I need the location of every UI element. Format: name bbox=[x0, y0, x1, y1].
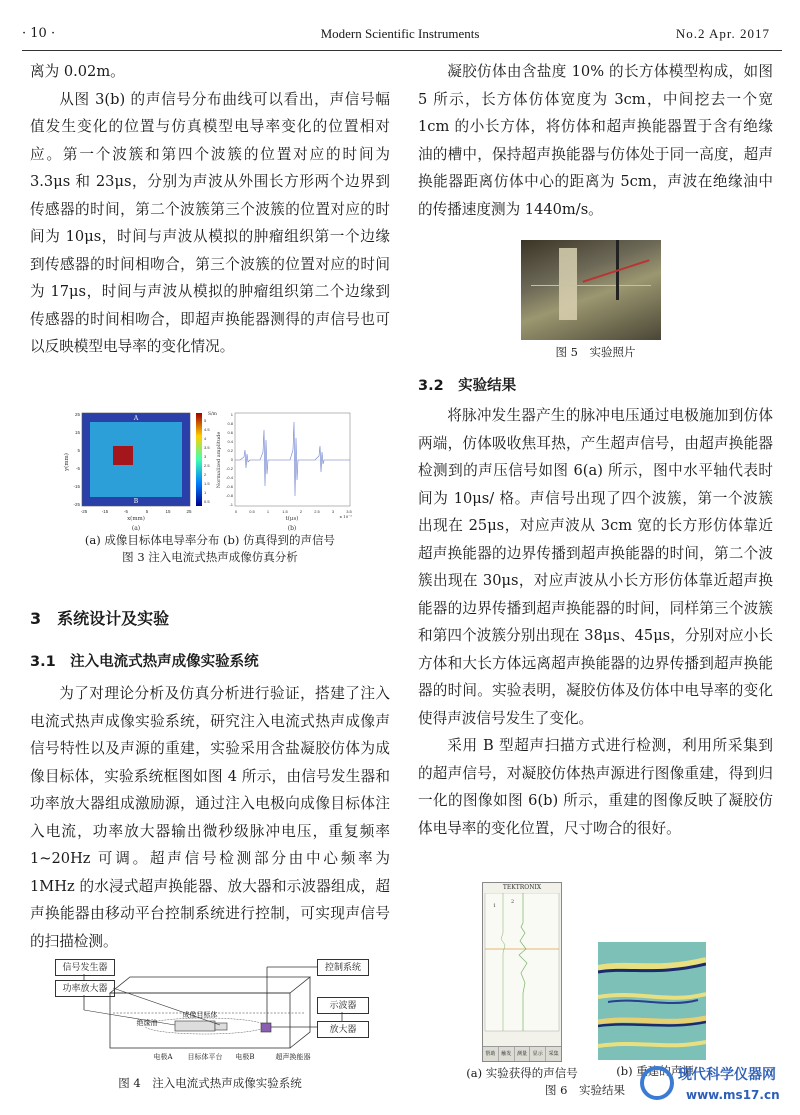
b-ytick: -0.8 bbox=[226, 493, 233, 498]
running-header bbox=[0, 26, 800, 48]
oil-label: 绝缘油 bbox=[136, 1019, 158, 1027]
b-ylabel: Normalized amplitude bbox=[216, 431, 222, 489]
a-sublabel: (a) bbox=[131, 525, 141, 532]
cbar-tick: 5 bbox=[204, 418, 207, 423]
b-xtick: 0 bbox=[234, 509, 238, 514]
colorbar bbox=[196, 413, 202, 506]
b-sublabel: (b) bbox=[287, 525, 297, 532]
amplifier-box: 放大器 bbox=[317, 1021, 369, 1038]
electrode-a-label: 电极A bbox=[153, 1053, 173, 1061]
a-xlabel: x(mm) bbox=[127, 516, 145, 522]
a-xtick: -5 bbox=[123, 509, 129, 514]
b-ytick: 0.2 bbox=[227, 448, 233, 453]
a-ytick: -15 bbox=[73, 484, 80, 489]
section-heading-3-1: 3.1 注入电流式热声成像实验系统 bbox=[30, 654, 259, 670]
figure-6a-sublabel: (a) 实验获得的声信号 bbox=[466, 1066, 578, 1080]
signal-plot-frame bbox=[235, 413, 350, 506]
cbar-tick: 3 bbox=[204, 454, 207, 459]
b-ytick: -0.6 bbox=[226, 484, 233, 489]
right-column bbox=[418, 58, 773, 223]
b-ytick: 0.4 bbox=[227, 439, 233, 444]
scope-screen bbox=[483, 893, 561, 1033]
cbar-tick: 0.5 bbox=[204, 499, 210, 504]
cbar-tick: 2 bbox=[204, 472, 207, 477]
a-xtick: 25 bbox=[186, 509, 192, 514]
b-ytick: 0 bbox=[230, 457, 233, 462]
watermark-url: www.ms17.cn bbox=[686, 1088, 780, 1102]
tumor-region bbox=[113, 446, 133, 465]
electrode-b-label: 电极B bbox=[235, 1053, 255, 1061]
b-ytick: -1 bbox=[229, 502, 233, 507]
figure-4-caption: 图 4 注入电流式热声成像实验系统 bbox=[118, 1076, 302, 1090]
a-ytick: 25 bbox=[74, 412, 80, 417]
figure-4-diagram bbox=[55, 955, 375, 1070]
watermark-logo-icon bbox=[640, 1066, 674, 1100]
label-a-top: A bbox=[133, 415, 139, 422]
b-xtick: 3 bbox=[331, 509, 335, 514]
paragraph: 将脉冲发生器产生的脉冲电压通过电极施加到仿体两端，仿体吸收焦耳热，产生超声信号，由超声换能器检测到的声压信号如图 6(a) 所示，图中水平轴代表时间为 10μs/ 格。声信号出现了四个波簇，第一个波簇出现在 25μs，对应声波从 3cm 宽的长方形仿体靠近超声换能器的边界传播到超声换能器的时间，第二个波簇出现在 30μs，对应声波从小长方形仿体靠近超声换能器的边界传播到超声换能器的时间，同样第三个波簇和第四个波簇分别出现在 38μs、45μs，分别对应小长方体和大长方体远离超声换能器的边界传播到超声换能器的时间。实验表明，凝胶仿体及仿体中电导率的变化使得声波信号发生了变化。 bbox=[418, 407, 773, 727]
cbar-tick: 3.5 bbox=[204, 445, 210, 450]
b-xtick: 1 bbox=[266, 509, 270, 514]
b-ytick: -0.2 bbox=[226, 466, 233, 471]
b-xtick: 3.5 bbox=[346, 509, 352, 514]
figure-5-caption: 图 5 实验照片 bbox=[555, 345, 636, 359]
site-watermark bbox=[640, 1062, 795, 1110]
a-ylabel: y(mm) bbox=[64, 453, 70, 471]
signal-generator-box: 信号发生器 bbox=[55, 959, 115, 976]
figure-3-plots bbox=[60, 410, 360, 535]
a-ytick: -25 bbox=[73, 502, 80, 507]
phantom-block bbox=[559, 248, 577, 320]
b-xtick: 2.5 bbox=[314, 509, 320, 514]
section-heading-3-2: 3.2 实验结果 bbox=[418, 378, 517, 394]
figure-6a-scope bbox=[482, 882, 562, 1062]
oscilloscope-box: 示波器 bbox=[317, 997, 369, 1014]
scope-menu-bar bbox=[483, 1046, 561, 1061]
cbar-tick: 2.5 bbox=[204, 463, 210, 468]
paragraph: 凝胶仿体由含盐度 10% 的长方体模型构成，如图 5 所示，长方体仿体宽度为 3cm，中间挖去一个宽 1cm 的小长方体，将仿体和超声换能器置于含有绝缘油的槽中，保持超声换能器与仿体处于同一高度，超声换能器距离仿体中心的距离为 5cm，声波在绝缘油中的传播速度测为 1440m/s。 bbox=[418, 63, 773, 218]
paragraph: 为了对理论分析及仿真分析进行验证，搭建了注入电流式热声成像实验系统，研究注入电流式热声成像声信号特性以及声源的重建，实验采用含盐凝胶仿体为成像目标体，实验系统框图如图 4 所示，由信号发生器和功率放大器组成激励源，通过注入电极向成像目标体注入电流，功率放大器输出微秒级脉冲电压，重复频率 1~20Hz 可调。超声信号检测部分由中心频率为 1MHz 的水浸式超声换能器、放大器和示波器组成，超声换能器由移动平台控制系统进行控制，可实现声信号的扫描检测。 bbox=[30, 685, 390, 950]
scope-title: TEKTRONIX bbox=[502, 884, 542, 891]
figure-5-photo bbox=[521, 240, 661, 340]
left-column bbox=[30, 58, 390, 361]
a-xtick: -15 bbox=[101, 509, 109, 514]
header-rule bbox=[22, 50, 782, 51]
colorbar-unit: S/m bbox=[208, 412, 217, 417]
scope-menu-measure[interactable]: 测量 bbox=[515, 1047, 531, 1061]
paragraph: 从图 3(b) 的声信号分布曲线可以看出，声信号幅值发生变化的位置与仿真模型电导率变化的位置相对应。第一个波簇和第四个波簇的位置对应的时间为 3.3μs 和 23μs，分别为声波从外围长方形两个边界到传感器的时间，第二个波簇第三个波簇的位置对应的时间为 10μs，时间与声波从模拟的肿瘤组织第一个边缘到传感器的时间相吻合，第三个波簇的位置对应的时间为 17μs，时间与声波从模拟的肿瘤组织第二个边缘到传感器的时间相吻合，即超声换能器测得的声信号也可以反映模型电导率的变化情况。 bbox=[30, 90, 390, 355]
reconstruction-image bbox=[598, 942, 706, 1060]
section-heading-3: 3 系统设计及实验 bbox=[30, 609, 170, 628]
target-label: 成像目标体 bbox=[182, 1011, 218, 1019]
power-amplifier-box: 功率放大器 bbox=[55, 980, 115, 997]
transducer-label: 超声换能器 bbox=[275, 1053, 311, 1061]
a-ytick: 5 bbox=[77, 448, 80, 453]
figure-3-caption-sub: (a) 成像目标体电导率分布 (b) 仿真得到的声信号 bbox=[84, 533, 336, 547]
scope-menu-acquire[interactable]: 采集 bbox=[548, 1051, 559, 1057]
b-xtick: 1.5 bbox=[282, 509, 288, 514]
a-xtick: 15 bbox=[165, 509, 171, 514]
issue-info: No.2 Apr. 2017 bbox=[675, 26, 770, 41]
a-xtick: 5 bbox=[145, 509, 149, 514]
a-xtick: -25 bbox=[80, 509, 88, 514]
a-ytick: -5 bbox=[75, 466, 80, 471]
svg-text:1: 1 bbox=[493, 903, 497, 909]
scope-menu-display[interactable]: 显示 bbox=[530, 1047, 546, 1061]
label-a-bottom: B bbox=[133, 498, 139, 505]
b-scale: x 10⁻⁵ bbox=[339, 514, 352, 519]
b-xlabel: t(μs) bbox=[285, 516, 299, 522]
svg-text:2: 2 bbox=[511, 899, 515, 905]
scope-menu-trigger[interactable]: 触发 bbox=[499, 1047, 515, 1061]
paragraph: 采用 B 型超声扫描方式进行检测，利用所采集到的超声信号，对凝胶仿体热声源进行图像重建，得到归一化的图像如图 6(b) 所示，重建的图像反映了凝胶仿体电导率的变化位置，尺寸吻合的很好。 bbox=[418, 737, 773, 837]
left-column-lower bbox=[30, 680, 390, 955]
b-xtick: 2 bbox=[299, 509, 303, 514]
b-xtick: 0.5 bbox=[249, 509, 255, 514]
watermark-text: 现代科学仪器网 bbox=[678, 1067, 776, 1083]
page-number: · 10 · bbox=[22, 26, 56, 41]
figure-6b-sublabel: (b) 重建的声源 bbox=[616, 1064, 694, 1078]
figure-3-caption: 图 3 注入电流式热声成像仿真分析 bbox=[122, 550, 298, 564]
cbar-tick: 1.5 bbox=[204, 481, 210, 486]
control-system-box: 控制系统 bbox=[317, 959, 369, 976]
transducer-shape bbox=[261, 1023, 271, 1032]
paragraph: 离为 0.02m。 bbox=[30, 63, 125, 80]
b-ytick: -0.4 bbox=[226, 475, 233, 480]
a-ytick: 15 bbox=[74, 430, 80, 435]
figure-4 bbox=[55, 955, 375, 1070]
figure-6-caption: 图 6 实验结果 bbox=[545, 1083, 625, 1097]
right-column-lower bbox=[418, 402, 773, 842]
b-ytick: 1 bbox=[230, 412, 233, 417]
b-ytick: 0.8 bbox=[227, 421, 233, 426]
scope-menu-help[interactable]: 帮助 bbox=[483, 1047, 499, 1061]
figure-6b-reconstruction bbox=[598, 942, 706, 1060]
cbar-tick: 1 bbox=[204, 490, 207, 495]
cbar-tick: 4 bbox=[204, 436, 207, 441]
tank-grid bbox=[531, 285, 651, 286]
outer-phantom-region bbox=[90, 422, 182, 497]
b-ytick: 0.6 bbox=[227, 430, 233, 435]
platform-label: 目标体平台 bbox=[187, 1053, 223, 1061]
cbar-tick: 4.5 bbox=[204, 427, 210, 432]
journal-title: Modern Scientific Instruments bbox=[320, 26, 480, 41]
